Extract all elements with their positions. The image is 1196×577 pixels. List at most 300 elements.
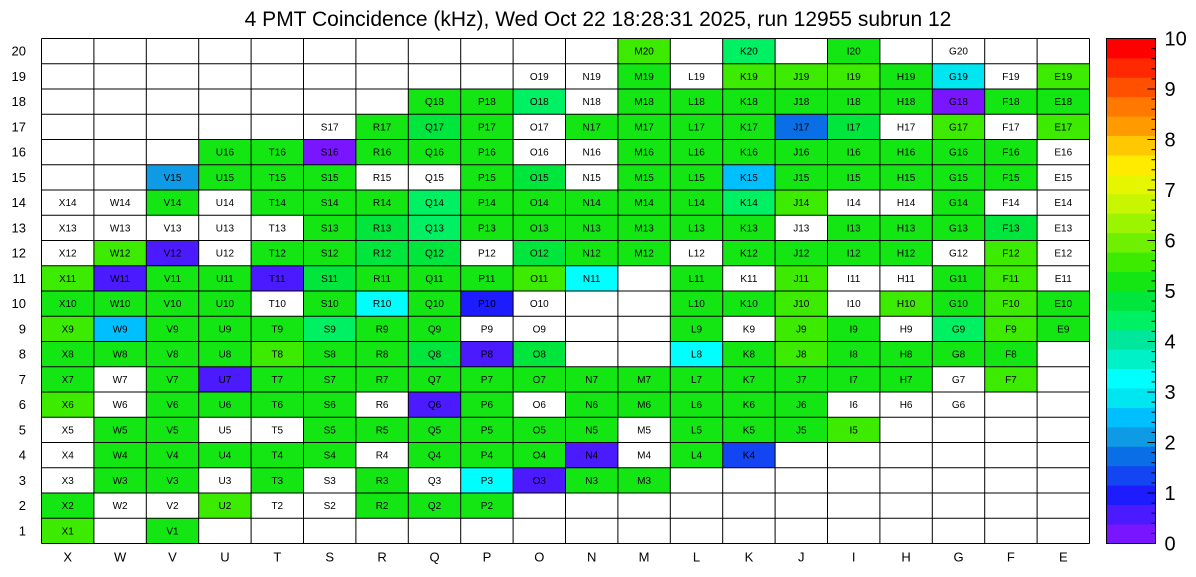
color-scale-bar: [1107, 29, 1187, 556]
heatmap-cell: [688, 249, 705, 260]
heatmap-cell: [775, 190, 827, 215]
y-tick-label: 12: [11, 245, 26, 261]
heatmap-cell: [1054, 249, 1072, 260]
heatmap-cell: [146, 241, 198, 266]
cell-label: L4: [690, 450, 703, 462]
heatmap-cell: [110, 223, 131, 234]
heatmap-cell: [618, 114, 670, 139]
heatmap-cell: [533, 400, 547, 411]
heatmap-cell: [356, 468, 408, 493]
heatmap-cell: [304, 215, 356, 240]
cell-label: J5: [796, 425, 807, 437]
color-scale-tick-label: 0: [1164, 533, 1176, 556]
x-tick-label: Q: [429, 549, 440, 565]
cell-label: R9: [375, 324, 389, 336]
cell-label: V6: [166, 400, 179, 412]
cell-label: V13: [163, 223, 182, 235]
heatmap-cell: [199, 266, 251, 291]
cell-label: E18: [1054, 97, 1073, 109]
cell-label: M17: [634, 122, 654, 134]
heatmap-cell: [513, 367, 565, 392]
heatmap-cell: [321, 122, 339, 133]
heatmap-cell: [985, 165, 1037, 190]
cell-label: K8: [742, 349, 756, 361]
cell-label: J13: [793, 223, 810, 235]
cell-label: P7: [480, 374, 494, 386]
heatmap-cell: [670, 367, 722, 392]
heatmap-cell: [566, 367, 618, 392]
cell-label: G12: [949, 248, 968, 260]
y-tick-label: 18: [11, 94, 26, 110]
cell-label: T5: [271, 425, 284, 437]
cell-label: R4: [375, 450, 389, 462]
cell-label: L18: [688, 97, 705, 109]
cell-label: O14: [529, 198, 549, 210]
heatmap-cell: [670, 140, 722, 165]
cell-label: Q16: [425, 147, 444, 159]
cell-label: I6: [849, 400, 858, 412]
heatmap-cell: [900, 400, 913, 411]
heatmap-cell: [949, 249, 968, 260]
heatmap-cell: [828, 342, 880, 367]
cell-label: W9: [112, 324, 128, 336]
heatmap-cell: [828, 367, 880, 392]
heatmap-cell: [199, 165, 251, 190]
heatmap-cell: [62, 451, 75, 462]
cell-label: K7: [742, 374, 756, 386]
y-tick-label: 19: [11, 68, 26, 84]
cell-label: Q15: [425, 172, 444, 184]
cell-label: U6: [218, 400, 232, 412]
cell-label: Q18: [425, 97, 444, 109]
cell-label: J8: [796, 349, 807, 361]
cell-label: S2: [323, 501, 336, 513]
cell-label: X3: [61, 475, 74, 487]
heatmap-cell: [146, 316, 198, 341]
color-scale-segment: [1107, 330, 1156, 350]
cell-label: L11: [688, 273, 705, 285]
heatmap-cell: [828, 140, 880, 165]
cell-label: P10: [478, 299, 496, 311]
heatmap-cell: [1002, 198, 1020, 209]
cell-label: P2: [480, 501, 494, 513]
cell-label: M13: [634, 223, 654, 235]
cell-label: N16: [582, 147, 601, 159]
cell-label: Q9: [427, 324, 442, 336]
heatmap-cell: [880, 140, 932, 165]
heatmap-cell: [408, 291, 460, 316]
y-tick-label: 16: [11, 144, 26, 160]
heatmap-cell: [775, 241, 827, 266]
heatmap-cell: [219, 425, 232, 436]
cell-label: N4: [585, 450, 599, 462]
cell-label: L19: [688, 71, 705, 83]
heatmap-cell: [94, 241, 146, 266]
cell-label: V4: [166, 450, 179, 462]
cell-label: W5: [112, 425, 128, 437]
cell-label: J11: [793, 273, 809, 285]
cell-label: X7: [61, 374, 74, 386]
color-scale-tick-label: 3: [1164, 382, 1176, 404]
heatmap-cell: [408, 493, 460, 518]
cell-label: I18: [846, 97, 861, 109]
heatmap-cell: [376, 400, 389, 411]
heatmap-cell: [847, 198, 861, 209]
cell-label: U2: [218, 501, 232, 513]
heatmap-cell: [670, 392, 722, 417]
cell-label: P3: [480, 475, 494, 487]
cell-label: F8: [1005, 349, 1017, 361]
heatmap-cell: [251, 316, 303, 341]
cell-label: K6: [742, 400, 756, 412]
heatmap-cell: [513, 443, 565, 468]
cell-label: J17: [793, 122, 810, 134]
heatmap-cell: [723, 39, 775, 64]
cell-label: G8: [951, 349, 966, 361]
heatmap-cell: [59, 198, 77, 209]
heatmap-cell: [775, 392, 827, 417]
heatmap-cell: [94, 266, 146, 291]
heatmap-cell: [670, 443, 722, 468]
heatmap-cell: [723, 291, 775, 316]
heatmap-cell: [304, 367, 356, 392]
cell-label: E12: [1054, 248, 1073, 260]
heatmap-cell: [847, 274, 861, 285]
cell-label: M12: [634, 248, 654, 260]
cell-label: U7: [218, 374, 232, 386]
heatmap-cell: [583, 148, 602, 159]
x-tick-label: E: [1058, 549, 1068, 565]
heatmap-cell: [251, 342, 303, 367]
heatmap-cell: [670, 89, 722, 114]
color-scale-segment: [1107, 388, 1156, 408]
heatmap-cell: [251, 190, 303, 215]
x-tick-label: X: [63, 549, 73, 565]
heatmap-cell: [146, 443, 198, 468]
heatmap-cell: [199, 367, 251, 392]
cell-label: F17: [1002, 122, 1020, 134]
x-axis-ticks: [63, 550, 1068, 565]
cell-label: T8: [271, 349, 284, 361]
cell-label: O19: [529, 71, 549, 83]
x-tick-label: P: [482, 549, 492, 565]
y-tick-label: 9: [18, 321, 26, 337]
color-scale-segment: [1107, 446, 1156, 466]
cell-label: P6: [480, 400, 494, 412]
heatmap-cell: [723, 140, 775, 165]
heatmap-cell: [146, 518, 198, 543]
cell-label: I17: [846, 122, 861, 134]
cell-label: G13: [949, 223, 968, 235]
heatmap-cell: [618, 39, 670, 64]
heatmap-cell: [356, 367, 408, 392]
cell-label: F16: [1002, 147, 1020, 159]
heatmap-cell: [1054, 173, 1072, 184]
cell-label: O16: [529, 147, 549, 159]
chart-title: 4 PMT Coincidence (kHz), Wed Oct 22 18:28:31 2025, run 12955 subrun 12: [244, 8, 952, 31]
cell-label: N17: [582, 122, 601, 134]
heatmap-cell: [146, 367, 198, 392]
cell-label: F9: [1005, 324, 1017, 336]
cell-label: R5: [375, 425, 389, 437]
cell-label: V9: [166, 324, 179, 336]
heatmap-cell: [828, 64, 880, 89]
cell-label: K20: [740, 46, 758, 58]
cell-label: T11: [269, 273, 286, 285]
cell-label: W6: [112, 400, 128, 412]
heatmap-cell: [723, 89, 775, 114]
cell-label: U15: [215, 172, 235, 184]
cell-label: S3: [323, 475, 336, 487]
cell-label: Q4: [427, 450, 442, 462]
cell-label: P13: [478, 223, 496, 235]
heatmap-cell: [271, 501, 283, 512]
cell-label: M4: [637, 450, 652, 462]
cell-label: R14: [372, 198, 392, 210]
heatmap-cell: [1054, 223, 1072, 234]
y-tick-label: 20: [11, 43, 26, 59]
heatmap-cell: [775, 266, 827, 291]
heatmap-cell: [740, 274, 757, 285]
heatmap-cell: [304, 443, 356, 468]
cell-label: K16: [740, 147, 758, 159]
cell-label: P18: [478, 97, 496, 109]
cell-label: V2: [166, 501, 179, 513]
cell-label: K18: [740, 97, 758, 109]
cell-label: E13: [1054, 223, 1073, 235]
heatmap-cell: [670, 165, 722, 190]
heatmap-cell: [828, 241, 880, 266]
heatmap-cell: [618, 190, 670, 215]
cell-label: V1: [166, 526, 179, 538]
color-scale-segment: [1107, 505, 1156, 525]
color-scale-segment: [1107, 272, 1156, 292]
cell-label: P9: [480, 324, 494, 336]
heatmap-cell: [113, 375, 128, 386]
heatmap-cell: [743, 324, 756, 335]
cell-label: K14: [740, 198, 758, 210]
cell-label: N14: [582, 198, 601, 210]
heatmap-cell: [583, 173, 602, 184]
heatmap-cell: [216, 223, 235, 234]
heatmap-cell: [513, 342, 565, 367]
cell-label: O15: [529, 172, 549, 184]
cell-label: X12: [58, 248, 77, 260]
heatmap-cell: [376, 451, 389, 462]
cell-label: J16: [793, 147, 810, 159]
heatmap-cell: [932, 64, 984, 89]
cell-label: R16: [372, 147, 392, 159]
cell-label: E14: [1054, 198, 1073, 210]
cell-label: N12: [582, 248, 601, 260]
cell-label: G7: [951, 374, 966, 386]
color-scale-segment: [1107, 97, 1156, 117]
cell-label: J18: [793, 97, 810, 109]
cell-label: N3: [585, 475, 599, 487]
y-tick-label: 3: [18, 472, 26, 488]
heatmap-cell: [304, 165, 356, 190]
cell-label: K15: [740, 172, 758, 184]
heatmap-cell: [166, 501, 179, 512]
heatmap-cell: [219, 476, 232, 487]
cell-label: Q3: [427, 475, 442, 487]
cell-label: O8: [532, 349, 546, 361]
cell-label: T2: [271, 501, 284, 513]
heatmap-cell: [408, 367, 460, 392]
heatmap-cell: [304, 417, 356, 442]
cell-label: U13: [215, 223, 235, 235]
color-scale-segment: [1107, 213, 1156, 233]
heatmap-cell: [880, 291, 932, 316]
cell-label: O9: [532, 324, 546, 336]
heatmap-cell: [408, 443, 460, 468]
heatmap-cell: [461, 443, 513, 468]
color-scale-segment: [1107, 233, 1156, 253]
cell-label: K5: [742, 425, 756, 437]
cell-label: U5: [218, 425, 232, 437]
heatmap-cell: [356, 342, 408, 367]
cell-label: H19: [896, 71, 916, 83]
heatmap-cell: [775, 342, 827, 367]
heatmap-cell: [723, 417, 775, 442]
cell-label: N19: [582, 71, 601, 83]
cell-label: F14: [1002, 198, 1020, 210]
heatmap-cell: [828, 114, 880, 139]
cell-label: S8: [323, 349, 336, 361]
color-scale-segment: [1107, 485, 1156, 505]
cell-label: Q8: [427, 349, 442, 361]
heatmap-cell: [42, 367, 94, 392]
heatmap-cell: [461, 493, 513, 518]
heatmap-cell: [199, 443, 251, 468]
cell-label: P4: [480, 450, 494, 462]
cell-label: Q13: [425, 223, 444, 235]
heatmap-cell: [880, 241, 932, 266]
heatmap-cell: [356, 190, 408, 215]
cell-label: F11: [1002, 273, 1020, 285]
cell-label: S11: [321, 273, 339, 285]
heatmap-cell: [775, 114, 827, 139]
heatmap-cell: [110, 198, 131, 209]
heatmap-cell: [530, 148, 549, 159]
heatmap-cell: [1037, 64, 1089, 89]
cell-label: O4: [532, 450, 546, 462]
heatmap-cell: [985, 241, 1037, 266]
cell-label: U4: [218, 450, 232, 462]
heatmap-cell: [952, 375, 966, 386]
cell-label: Q14: [425, 198, 444, 210]
color-scale-tick-label: 1: [1164, 483, 1176, 505]
cell-label: M5: [637, 425, 652, 437]
cell-label: S14: [320, 198, 339, 210]
heatmap-cell: [985, 266, 1037, 291]
cell-label: I7: [849, 374, 858, 386]
cell-label: V3: [166, 475, 179, 487]
cell-label: M6: [637, 400, 652, 412]
cell-label: L17: [688, 122, 705, 134]
heatmap-cell: [1054, 198, 1072, 209]
cell-label: T14: [268, 198, 286, 210]
cell-label: N15: [582, 172, 601, 184]
heatmap-cell: [199, 493, 251, 518]
heatmap-cell: [775, 140, 827, 165]
heatmap-cell: [513, 165, 565, 190]
heatmap-cell: [670, 190, 722, 215]
cell-label: P17: [478, 122, 496, 134]
y-tick-label: 11: [12, 270, 26, 286]
cell-label: P16: [478, 147, 496, 159]
heatmap-cell: [618, 367, 670, 392]
cell-label: S17: [320, 122, 339, 134]
heatmap-cell: [408, 89, 460, 114]
cell-label: Q2: [427, 501, 442, 513]
cell-label: H16: [896, 147, 916, 159]
cell-label: L14: [688, 198, 705, 210]
heatmap-cell: [775, 291, 827, 316]
color-scale-segment: [1107, 77, 1156, 97]
heatmap-cell: [428, 476, 442, 487]
heatmap-cell: [775, 89, 827, 114]
heatmap-cell: [618, 64, 670, 89]
y-tick-label: 17: [11, 119, 26, 135]
cell-label: S6: [323, 400, 336, 412]
cell-label: H17: [896, 122, 916, 134]
heatmap-cell: [775, 417, 827, 442]
heatmap-cell: [304, 342, 356, 367]
cell-label: P12: [478, 248, 496, 260]
heatmap-cell: [932, 316, 984, 341]
heatmap-cell: [356, 215, 408, 240]
cell-label: F10: [1002, 299, 1020, 311]
cell-label: J6: [796, 400, 807, 412]
x-tick-label: L: [692, 549, 701, 565]
cell-label: K10: [740, 299, 758, 311]
heatmap-cell: [566, 114, 618, 139]
heatmap-cell: [897, 274, 915, 285]
heatmap-cell: [461, 392, 513, 417]
cell-label: G16: [949, 147, 968, 159]
heatmap-cell: [900, 324, 913, 335]
cell-label: Q17: [425, 122, 444, 134]
cell-label: V14: [163, 198, 182, 210]
cell-label: P8: [480, 349, 494, 361]
heatmap-cell: [304, 316, 356, 341]
heatmap-cell: [304, 140, 356, 165]
heatmap-cell: [461, 89, 513, 114]
heatmap-cell: [670, 316, 722, 341]
heatmap-cell: [775, 165, 827, 190]
cell-label: T15: [268, 172, 286, 184]
cell-label: L13: [688, 223, 705, 235]
cell-label: I10: [846, 299, 861, 311]
heatmap-cell: [251, 468, 303, 493]
cell-label: P5: [480, 425, 494, 437]
heatmap-cell: [723, 165, 775, 190]
heatmap-cell: [356, 266, 408, 291]
heatmap-cell: [932, 266, 984, 291]
heatmap-cell: [880, 367, 932, 392]
heatmap-cell: [356, 316, 408, 341]
heatmap-cell: [880, 64, 932, 89]
x-tick-label: O: [534, 549, 545, 565]
heatmap-cell: [251, 165, 303, 190]
heatmap-cell: [670, 291, 722, 316]
heatmap-cell: [461, 367, 513, 392]
cell-label: R3: [375, 475, 389, 487]
cell-label: S12: [320, 248, 339, 260]
cell-label: R17: [372, 122, 392, 134]
cell-label: H15: [896, 172, 916, 184]
